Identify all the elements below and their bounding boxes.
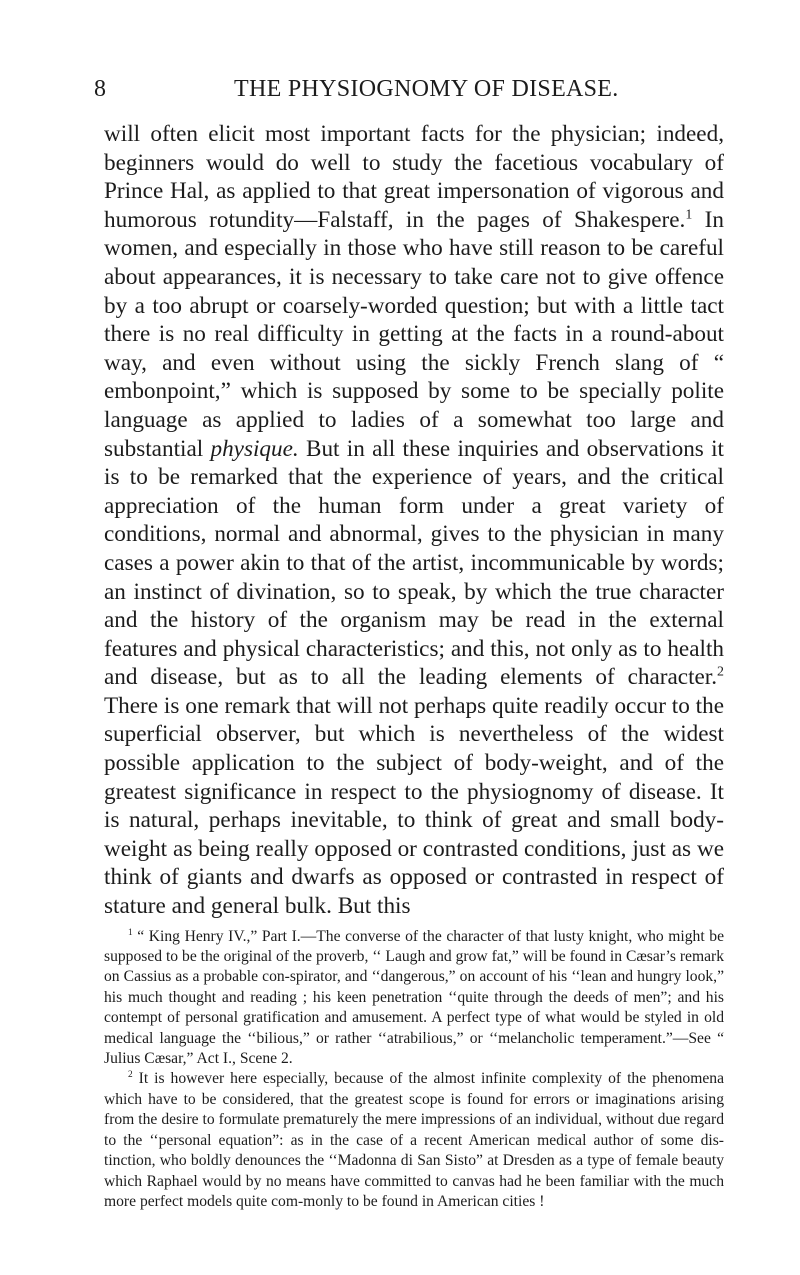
- page-number: 8: [94, 76, 107, 102]
- running-title: THE PHYSIOGNOMY OF DISEASE.: [234, 76, 619, 102]
- footnote-2-text: It is however here especially, because of the almost infinite complexity of the phenomena which have to be considered, that the greatest scope is found for errors or imaginations arising from the desire to formulate prematurely the mere impressions of an individual, without due regard to the ‘‘personal equation”: as in the case of a recent American medical author of some dis-tinction, who boldly denounces the ‘‘Madonna di San Sisto” at Dresden as a type of female beauty which Raphael would by no means have committed to canvas had he been familiar with the much more perfect models quite com-monly to be found in American cities !: [104, 1070, 724, 1210]
- footnotes: [104, 927, 724, 1213]
- footnote-1-mark: 1: [128, 927, 133, 938]
- running-head: [94, 76, 724, 120]
- footnote-1: [104, 927, 724, 1070]
- footnote-2: [104, 1069, 724, 1212]
- body-text: [104, 120, 724, 921]
- paragraph-1-part-b: In women, and especially in those who have still reason to be careful about appearances, it is necessary to take care not to give offence by a too abrupt or coarsely-worded question; but with a little tact there is no real difficulty in getting at the facts in a round-about way, and even without using the sickly French slang of “ embonpoint,” which is supposed by some to be specially polite language as applied to ladies of a somewhat too large and substantial: [104, 206, 724, 462]
- book-page: [94, 0, 724, 1212]
- paragraph-2: There is one remark that will not perhaps quite readily occur to the superficial observer, but which is nevertheless of the widest possible application to the subject of body-weight, and of the greatest significance in respect to the physiognomy of disease. It is natural, perhaps inevitable, to think of great and small body-weight as being really opposed or contrasted conditions, just as we think of giants and dwarfs as opposed or contrasted in respect of stature and general bulk. But this: [104, 692, 724, 920]
- paragraph-1-part-c: But in all these inquiries and observations it is to be remarked that the experience of years, and the critical appreciation of the human form under a great variety of conditions, normal and abnormal, gives to the physician in many cases a power akin to that of the artist, incommunicable by words; an instinct of divination, so to speak, by which the true character and the history of the organism may be read in the external features and physical characteristics; and this, not only as to health and disease, but as to all the leading elements of character.: [104, 435, 724, 691]
- italic-physique: physique.: [210, 435, 299, 462]
- paragraph-1-part-a: will often elicit most important facts for the physician; indeed, beginners would do well to study the facetious vocabulary of Prince Hal, as applied to that great impersonation of vigorous and humorous rotundity—Falstaff, in the pages of Shakespere.: [104, 121, 724, 233]
- footnote-ref-1[interactable]: 1: [685, 207, 693, 223]
- footnote-1-text: “ King Henry IV.,” Part I.—The converse of the character of that lusty knight, who might be supposed to be the original of the proverb, ‘‘ Laugh and grow fat,” will be found in Cæsar’s remark on Cassius as a probable con-spirator, and ‘‘dangerous,” on account of his ‘‘lean and hungry look,” his much thought and reading ; his keen penetration ‘‘quite through the deeds of men”; and his contempt of personal gratification and amusement. A perfect type of what would be styled in old medical language the ‘‘bilious,” or rather ‘‘atrabilious,” or ‘‘melancholic temperament.”—See “ Julius Cæsar,” Act I., Scene 2.: [104, 927, 724, 1068]
- footnote-ref-2[interactable]: 2: [717, 664, 724, 680]
- paragraph-1: [104, 120, 724, 692]
- footnote-2-mark: 2: [128, 1070, 133, 1081]
